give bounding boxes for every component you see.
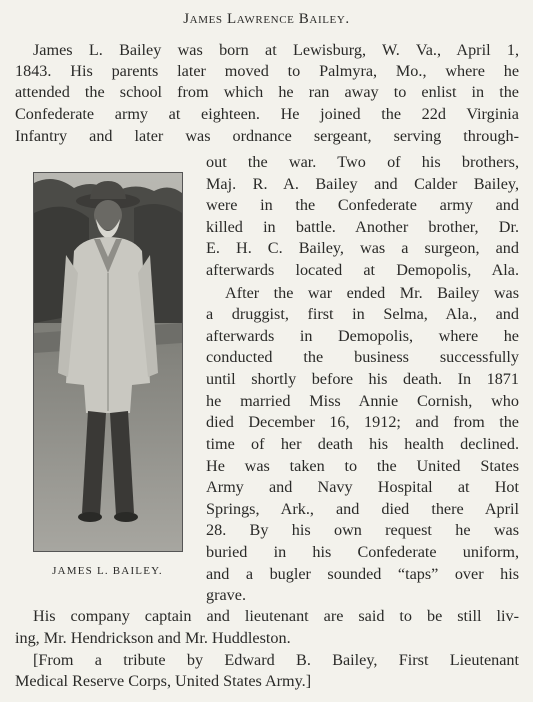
- text-line: Springs, Ark., and died there April: [206, 500, 519, 518]
- text-line: After the war ended Mr. Bailey was: [225, 284, 519, 302]
- text-line: His company captain and lieutenant are said to be still liv-: [33, 607, 519, 625]
- text-line: afterwards in Demopolis, where he: [206, 327, 519, 345]
- text-line: Confederate army at eighteen. He joined the 22d Virginia: [15, 105, 519, 123]
- text-line: were in the Confederate army and: [206, 196, 519, 214]
- text-line: afterwards located at Demopolis, Ala.: [206, 261, 519, 279]
- text-line: and a bugler sounded “taps” over his: [206, 565, 519, 583]
- text-line: until shortly before his death. In 1871: [206, 370, 519, 388]
- text-line: attended the school from which he ran away to enlist in the: [15, 83, 519, 101]
- text-line: died December 16, 1912; and from the: [206, 413, 519, 431]
- text-line: Infantry and later was ordnance sergeant, serving through-: [15, 127, 519, 145]
- text-line: he married Miss Annie Cornish, who: [206, 392, 519, 410]
- photo-caption: JAMES L. BAILEY.: [52, 565, 163, 577]
- text-line: time of her death his health declined.: [206, 435, 519, 453]
- text-line: E. H. C. Bailey, was a surgeon, and: [206, 239, 519, 257]
- text-line: grave.: [206, 586, 246, 604]
- text-line: out the war. Two of his brothers,: [206, 153, 519, 171]
- text-line: Army and Navy Hospital at Hot: [206, 478, 519, 496]
- text-line: [From a tribute by Edward B. Bailey, First Lieutenant: [33, 651, 519, 669]
- article-title: James Lawrence Bailey.: [183, 11, 350, 27]
- text-line: He was taken to the United States: [206, 457, 519, 475]
- text-line: conducted the business successfully: [206, 348, 519, 366]
- portrait-photo: [33, 172, 183, 552]
- text-line: 1843. His parents later moved to Palmyra, Mo., where he: [15, 62, 519, 80]
- text-line: 28. By his own request he was: [206, 521, 519, 539]
- text-line: Medical Reserve Corps, United States Army.]: [15, 672, 312, 690]
- text-line: James L. Bailey was born at Lewisburg, W. Va., April 1,: [33, 41, 519, 59]
- text-line: a druggist, first in Selma, Ala., and: [206, 305, 519, 323]
- text-line: killed in battle. Another brother, Dr.: [206, 218, 519, 236]
- text-line: ing, Mr. Hendrickson and Mr. Huddleston.: [15, 629, 291, 647]
- text-line: Maj. R. A. Bailey and Calder Bailey,: [206, 175, 519, 193]
- text-line: buried in his Confederate uniform,: [206, 543, 519, 561]
